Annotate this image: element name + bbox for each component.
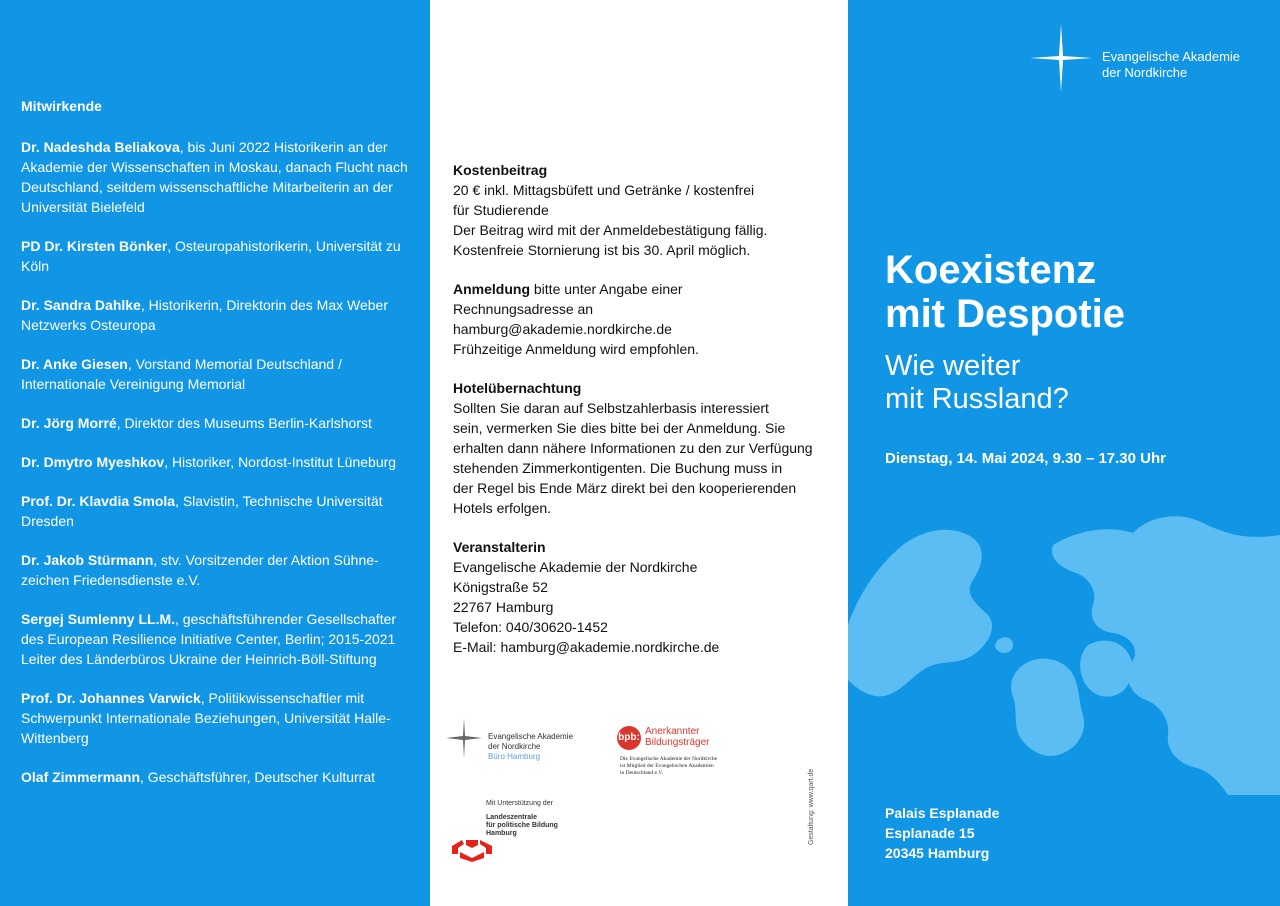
academy-logo-office: Büro Hamburg — [488, 752, 541, 761]
contributor-item — [21, 137, 416, 217]
event-subtitle — [885, 350, 1069, 416]
registration-block — [453, 279, 823, 359]
contributor-name: Prof. Dr. Klavdia Smola — [21, 493, 176, 509]
cross-icon — [444, 716, 484, 760]
academy-logo-line: Evangelische Akademie — [488, 732, 573, 741]
contributor-name: Dr. Dmytro Myeshkov — [21, 454, 165, 470]
contributor-description: , Politikwissenschaftler mit Schwerpunkt Internationale Beziehungen, Universität Halle-Wittenberg — [21, 690, 391, 746]
contributor-description: , Osteuropahistorikerin, Universität zu Köln — [21, 238, 401, 274]
event-title — [885, 248, 1125, 336]
contributor-item — [21, 609, 416, 669]
event-venue — [885, 803, 999, 863]
hotel-title: Hotelübernachtung — [453, 380, 582, 396]
venue-city: 20345 Hamburg — [885, 845, 990, 861]
registration-intro: bitte unter Angabe einer — [530, 281, 683, 297]
contributor-description: , Historikerin, Direktorin des Max Weber Netzwerks Osteuropa — [21, 297, 388, 333]
info-section — [453, 160, 823, 676]
contributor-item — [21, 413, 416, 433]
registration-email[interactable]: hamburg@akademie.nordkirche.de — [453, 321, 672, 337]
registration-line: Rechnungsadresse an — [453, 301, 594, 317]
organizer-title: Veranstalterin — [453, 539, 546, 555]
registration-line: Frühzeitige Anmeldung wird empfohlen. — [453, 341, 699, 357]
lzpb-line: für politische Bildung — [486, 822, 558, 829]
bpb-note: in Deutschland e.V. — [620, 770, 663, 776]
hotel-block — [453, 378, 823, 518]
contributor-item — [21, 491, 416, 531]
cost-line: Der Beitrag wird mit der Anmeldebestätigung fällig. — [453, 222, 768, 238]
bpb-note: ist Mitglied der Evangelischen Akademien — [620, 763, 714, 769]
hotel-line: Sollten Sie daran auf Selbstzahlerbasis interessiert — [453, 400, 769, 416]
contributor-name: Dr. Jakob Stürmann — [21, 552, 154, 568]
bpb-label-line: Anerkannter — [645, 726, 700, 737]
support-label: Mit Unterstützung der — [486, 800, 553, 807]
venue-name: Palais Esplanade — [885, 805, 1000, 821]
contributor-name: PD Dr. Kirsten Bönker — [21, 238, 168, 254]
hotel-line: erhalten dann nähere Informationen zu den zur Verfügung — [453, 440, 813, 456]
lzpb-logo — [450, 812, 590, 872]
brand-line: der Nordkirche — [1102, 65, 1188, 80]
contributor-item — [21, 295, 416, 335]
contributor-item — [21, 688, 416, 748]
venue-street: Esplanade 15 — [885, 825, 975, 841]
contributor-item — [21, 452, 416, 472]
middle-panel — [430, 0, 848, 906]
lzpb-mark-icon — [450, 836, 494, 862]
academy-logo-line: der Nordkirche — [488, 742, 541, 751]
registration-title: Anmeldung — [453, 281, 530, 297]
contributor-name: Prof. Dr. Johannes Varwick — [21, 690, 201, 706]
contributor-item — [21, 354, 416, 394]
bpb-label-line: Bildungsträger — [645, 737, 710, 748]
cost-line: 20 € inkl. Mittagsbüfett und Getränke / kostenfrei — [453, 182, 755, 198]
contributors-title: Mitwirkende — [21, 98, 102, 114]
organizer-city: 22767 Hamburg — [453, 599, 554, 615]
event-title-line: Koexistenz — [885, 248, 1097, 292]
event-subtitle-line: Wie weiter — [885, 350, 1021, 382]
organizer-street: Königstraße 52 — [453, 579, 548, 595]
contributor-description: , Vorstand Memorial Deutschland / Internationale Vereinigung Memorial — [21, 356, 342, 392]
organizer-name: Evangelische Akademie der Nordkirche — [453, 559, 698, 575]
organizer-email[interactable]: E-Mail: hamburg@akademie.nordkirche.de — [453, 639, 720, 655]
bpb-logo — [615, 720, 735, 790]
event-title-line: mit Despotie — [885, 292, 1126, 336]
contributors-section — [21, 97, 416, 806]
organizer-block — [453, 537, 823, 657]
contributor-name: Dr. Jörg Morré — [21, 415, 117, 431]
contributor-name: Dr. Nadeshda Beliakova — [21, 139, 180, 155]
lzpb-line: Landeszentrale — [486, 814, 537, 821]
contributor-description: , bis Juni 2022 Historikerin an der Akademie der Wissenschaften in Moskau, danach Flucht nach Deutschland, seitdem wissenschaftliche Mitarbeiterin an der Universität Bielefeld — [21, 139, 408, 215]
bpb-mark: bpb: — [617, 726, 641, 750]
bpb-note: Die Evangelische Akademie der Nordkirche — [620, 756, 718, 762]
cost-block — [453, 160, 823, 260]
right-panel — [848, 0, 1280, 906]
academy-logo — [444, 716, 594, 766]
hotel-line: sein, vermerken Sie dies bitte bei der Anmeldung. Sie — [453, 420, 786, 436]
contributor-description: , Slavistin, Technische Universität Dresden — [21, 493, 383, 529]
event-subtitle-line: mit Russland? — [885, 383, 1069, 415]
contributor-item — [21, 767, 416, 787]
cost-line: Kostenfreie Stornierung ist bis 30. April möglich. — [453, 242, 751, 258]
design-credit: Gestaltung: www.qart.de — [808, 768, 815, 845]
contributor-description: , Geschäftsführer, Deutscher Kulturrat — [140, 769, 376, 785]
europe-map-graphic — [848, 505, 1280, 795]
contributor-item — [21, 236, 416, 276]
cross-icon — [1028, 22, 1094, 94]
contributor-name: Dr. Anke Giesen — [21, 356, 128, 372]
contributor-description: , geschäftsführender Gesellschafter des European Resilience Initiative Center, Berlin; 2015-2021 Leiter des Länderbüros Ukraine der Heinrich-Böll-Stiftung — [21, 611, 397, 667]
contributor-name: Sergej Sumlenny LL.M. — [21, 611, 176, 627]
event-date: Dienstag, 14. Mai 2024, 9.30 – 17.30 Uhr — [885, 450, 1166, 467]
organizer-phone[interactable]: Telefon: 040/30620-1452 — [453, 619, 608, 635]
cost-line: für Studierende — [453, 202, 549, 218]
contributor-name: Olaf Zimmermann — [21, 769, 141, 785]
hotel-line: stehenden Zimmerkontigenten. Die Buchung muss in — [453, 460, 783, 476]
cost-title: Kostenbeitrag — [453, 162, 548, 178]
brand-logo — [1028, 22, 1268, 92]
contributor-description: , stv. Vorsitzender der Aktion Sühnezeichen Friedensdienste e.V. — [21, 552, 379, 588]
hotel-line: der Regel bis Ende März direkt bei den kooperierenden — [453, 480, 797, 496]
lzpb-line: Hamburg — [486, 830, 517, 837]
contributor-description: , Historiker, Nordost-Institut Lüneburg — [164, 454, 397, 470]
hotel-line: Hotels erfolgen. — [453, 500, 552, 516]
left-panel — [0, 0, 430, 906]
contributor-description: , Direktor des Museums Berlin-Karlshorst — [116, 415, 372, 431]
contributor-name: Dr. Sandra Dahlke — [21, 297, 141, 313]
contributors-list — [21, 137, 416, 787]
contributor-item — [21, 550, 416, 590]
brand-line: Evangelische Akademie — [1102, 49, 1241, 64]
